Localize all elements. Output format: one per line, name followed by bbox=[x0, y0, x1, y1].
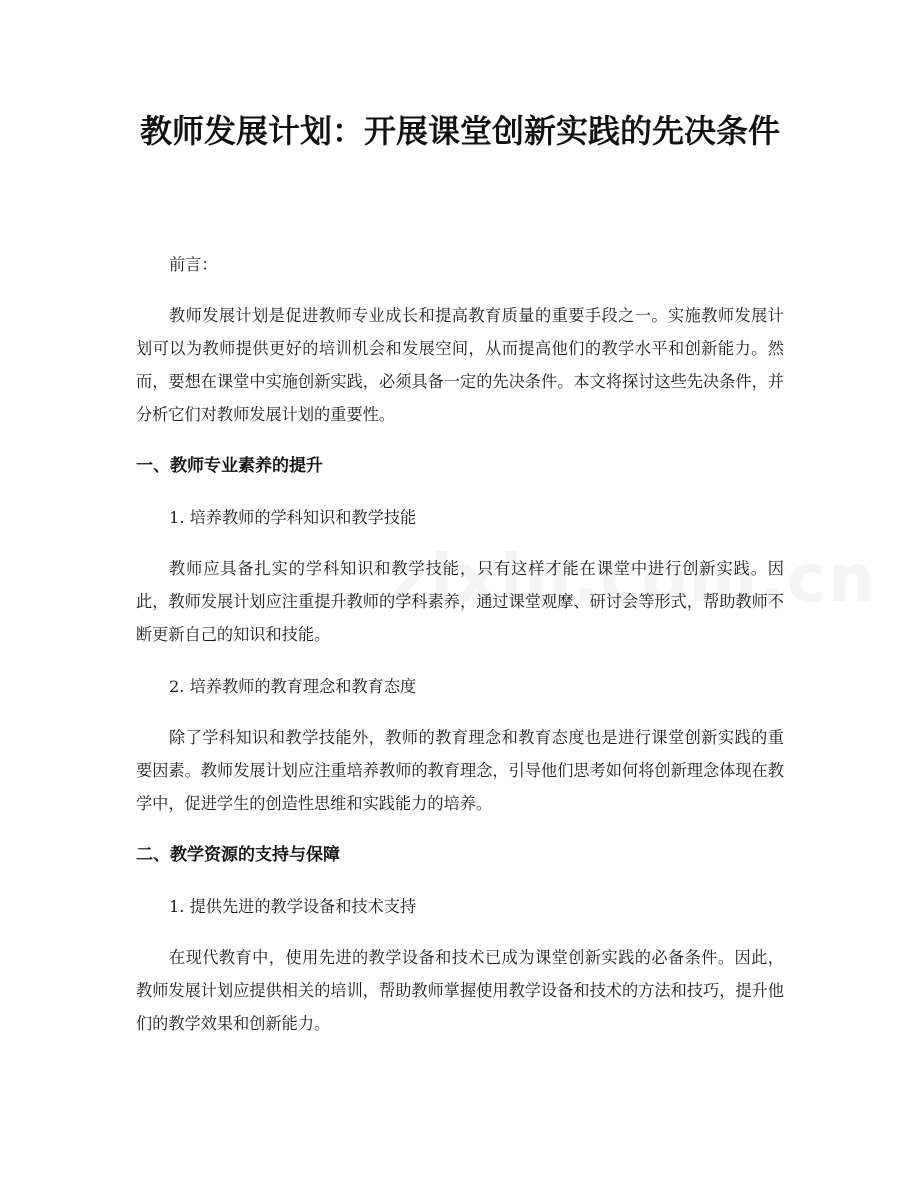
paragraph-1-2: 除了学科知识和教学技能外，教师的教育理念和教育态度也是进行课堂创新实践的重要因素。教师发展计划应注重培养教师的教育理念，引导他们思考如何将创新理念体现在教学中，促进学生的创造性思维和实践能力的培养。 bbox=[136, 728, 784, 813]
subheading-1-1: 1. 培养教师的学科知识和教学技能 bbox=[169, 508, 417, 527]
section-heading-1: 一、教师专业素养的提升 bbox=[136, 456, 323, 476]
document-title: 教师发展计划：开展课堂创新实践的先决条件 bbox=[139, 112, 780, 150]
subheading-2-1: 1. 提供先进的教学设备和技术支持 bbox=[169, 897, 417, 916]
subheading-1-2: 2. 培养教师的教育理念和教育态度 bbox=[169, 677, 417, 696]
document-body bbox=[136, 248, 784, 1059]
paragraph-1-1: 教师应具备扎实的学科知识和教学技能，只有这样才能在课堂中进行创新实践。因此，教师发展计划应注重提升教师的学科素养，通过课堂观摩、研讨会等形式，帮助教师不断更新自己的知识和技能。 bbox=[136, 559, 784, 644]
section-heading-2: 二、教学资源的支持与保障 bbox=[136, 845, 340, 865]
preface-label: 前言： bbox=[169, 255, 218, 274]
paragraph-2-1: 在现代教育中，使用先进的教学设备和技术已成为课堂创新实践的必备条件。因此，教师发展计划应提供相关的培训，帮助教师掌握使用教学设备和技术的方法和技巧，提升他们的教学效果和创新能力。 bbox=[136, 948, 784, 1033]
intro-paragraph: 教师发展计划是促进教师专业成长和提高教育质量的重要手段之一。实施教师发展计划可以为教师提供更好的培训机会和发展空间，从而提高他们的教学水平和创新能力。然而，要想在课堂中实施创新实践，必须具备一定的先决条件。本文将探讨这些先决条件，并分析它们对教师发展计划的重要性。 bbox=[136, 306, 784, 424]
